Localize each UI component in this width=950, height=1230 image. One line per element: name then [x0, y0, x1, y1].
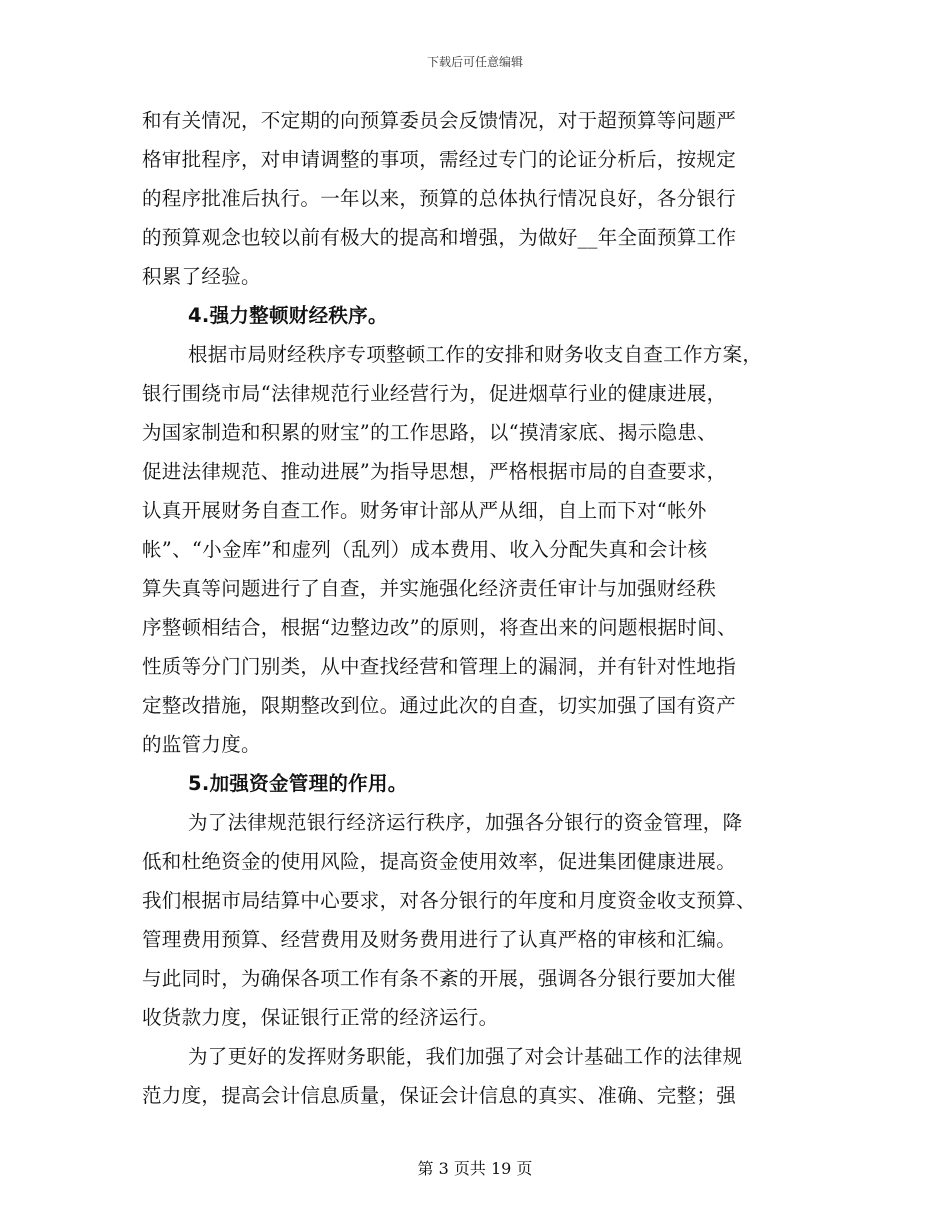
- text-line: 促进法律规范、推动进展”为指导思想，严格根据市局的自查要求，: [142, 460, 727, 483]
- text-line: 范力度，提高会计信息质量，保证会计信息的真实、准确、完整；强: [142, 1084, 737, 1107]
- text-line: 银行围绕市局“法律规范行业经营行为，促进烟草行业的健康进展，: [142, 382, 727, 405]
- page-header: 下载后可任意编辑: [426, 55, 523, 69]
- text-line: 的预算观念也较以前有极大的提高和增强，为做好__年全面预算工作: [142, 226, 737, 249]
- text-line: 的程序批准后执行。一年以来，预算的总体执行情况良好，各分银行: [142, 187, 737, 210]
- text-line: 序整顿相结合，根据“边整边改”的原则，将查出来的问题根据时间、: [142, 616, 737, 639]
- document-body: [142, 101, 822, 1115]
- text-line: 收货款力度，保证银行正常的经济运行。: [142, 1006, 499, 1029]
- text-line: 的监管力度。: [142, 733, 261, 756]
- text-line: 为国家制造和积累的财宝”的工作思路，以“摸清家底、揭示隐患、: [142, 421, 717, 444]
- page-number: 第 3 页共 19 页: [417, 1159, 533, 1178]
- text-line: 管理费用预算、经营费用及财务费用进行了认真严格的审核和汇编。: [142, 928, 737, 951]
- text-line: 积累了经验。: [142, 265, 261, 288]
- text-line: 帐”、“小金库”和虚列（乱列）成本费用、收入分配失真和会计核: [142, 538, 708, 561]
- text-line: 和有关情况，不定期的向预算委员会反馈情况，对于超预算等问题严: [142, 109, 737, 132]
- text-line: 为了更好的发挥财务职能，我们加强了对会计基础工作的法律规: [188, 1045, 743, 1068]
- text-line: 定整改措施，限期整改到位。通过此次的自查，切实加强了国有资产: [142, 694, 737, 717]
- text-line: 算失真等问题进行了自查，并实施强化经济责任审计与加强财经秩: [142, 577, 717, 600]
- text-line: 根据市局财经秩序专项整顿工作的安排和财务收支自查工作方案，: [188, 343, 763, 366]
- text-line: 与此同时，为确保各项工作有条不紊的开展，强调各分银行要加大催: [142, 967, 737, 990]
- text-line: 格审批程序，对申请调整的事项，需经过专门的论证分析后，按规定: [142, 148, 737, 171]
- text-line: 认真开展财务自查工作。财务审计部从严从细，自上而下对“帐外: [142, 499, 707, 522]
- text-line: 性质等分门门别类，从中查找经营和管理上的漏洞，并有针对性地指: [142, 655, 737, 678]
- section-heading: 4.强力整顿财经秩序。: [188, 304, 388, 327]
- text-line: 我们根据市局结算中心要求，对各分银行的年度和月度资金收支预算、: [142, 889, 756, 912]
- text-line: 为了法律规范银行经济运行秩序，加强各分银行的资金管理，降: [188, 811, 743, 834]
- section-heading: 5.加强资金管理的作用。: [188, 772, 408, 795]
- text-line: 低和杜绝资金的使用风险，提高资金使用效率，促进集团健康进展。: [142, 850, 737, 873]
